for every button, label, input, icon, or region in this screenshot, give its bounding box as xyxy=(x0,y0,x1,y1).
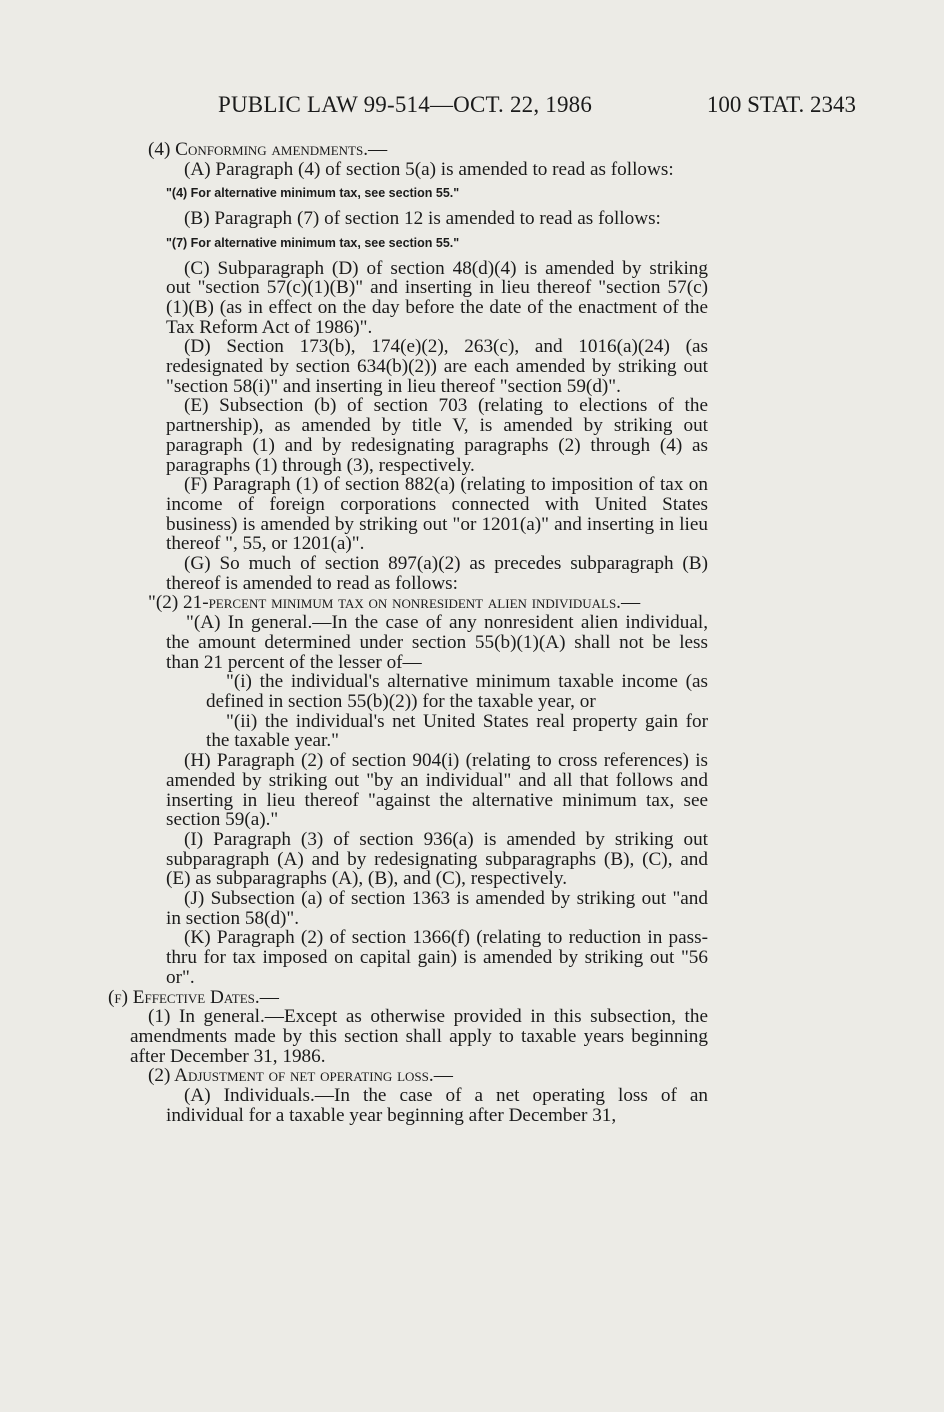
document-body xyxy=(108,140,708,1125)
subparagraph: (H) Paragraph (2) of section 904(i) (relating to cross references) is amended by striking out "by an individual" and all that follows and inserting in lieu thereof "against the alternative minimum tax, see section 59(a)." xyxy=(166,750,708,831)
clause: "(i) the individual's alternative minimum taxable income (as defined in section 55(b)(2)) for the taxable year, or xyxy=(206,671,708,712)
subparagraph: (C) Subparagraph (D) of section 48(d)(4) is amended by striking out "section 57(c)(1)(B)" and inserting in lieu thereof "section 57(c)(1)(B) (as in effect on the day before the date of the enactment of the Tax Reform Act of 1986)". xyxy=(166,257,708,338)
running-title: PUBLIC LAW 99-514—OCT. 22, 1986 xyxy=(218,92,593,117)
quoted-text: "(7) For alternative minimum tax, see section 55." xyxy=(166,235,460,250)
page-header xyxy=(108,92,856,122)
paragraph-heading: (4) Conforming amendments.— xyxy=(148,139,388,160)
quoted-heading: "(2) 21-percent minimum tax on nonresident alien individuals.— xyxy=(148,592,641,614)
quoted-subparagraph: "(A) In general.—In the case of any nonresident alien individual, the amount determined under section 55(b)(1)(A) shall not be less than 21 percent of the lesser of— xyxy=(166,612,708,673)
quoted-text: "(4) For alternative minimum tax, see section 55." xyxy=(166,186,460,201)
paragraph: (1) In general.—Except as otherwise provided in this subsection, the amendments made by this section shall apply to taxable years beginning after December 31, 1986. xyxy=(130,1006,708,1067)
subparagraph: (B) Paragraph (7) of section 12 is amended to read as follows: xyxy=(184,208,661,230)
stat-citation: 100 STAT. 2343 xyxy=(706,92,856,117)
subparagraph: (J) Subsection (a) of section 1363 is amended by striking out "and in section 58(d)". xyxy=(166,888,708,929)
subparagraph: (K) Paragraph (2) of section 1366(f) (relating to reduction in pass-thru for tax imposed on capital gain) is amended by striking out "56 or". xyxy=(166,927,708,988)
subparagraph: (I) Paragraph (3) of section 936(a) is amended by striking out subparagraph (A) and by redesignating subparagraphs (B), (C), and (E) as subparagraphs (A), (B), and (C), respectively. xyxy=(166,828,708,890)
subparagraph: (A) Individuals.—In the case of a net operating loss of an individual for a taxable year beginning after December 31, xyxy=(166,1085,708,1126)
subparagraph: (G) So much of section 897(a)(2) as precedes subparagraph (B) thereof is amended to read as follows: xyxy=(166,553,708,594)
subparagraph: (E) Subsection (b) of section 703 (relating to elections of the partnership), as amended by title V, is amended by striking out paragraph (1) and by redesignating paragraphs (2) through (4) as paragraphs (1) through (3), respectively. xyxy=(166,395,708,476)
subsection-heading: (f) Effective Dates.— xyxy=(108,986,279,1008)
clause: "(ii) the individual's net United States real property gain for the taxable year." xyxy=(206,710,708,752)
subparagraph: (D) Section 173(b), 174(e)(2), 263(c), and 1016(a)(24) (as redesignated by section 634(b)(2)) are each amended by striking out "section 58(i)" and inserting in lieu thereof "section 59(d)". xyxy=(166,336,708,397)
paragraph-heading: (2) Adjustment of net operating loss.— xyxy=(148,1065,453,1087)
subparagraph: (F) Paragraph (1) of section 882(a) (relating to imposition of tax on income of foreign corporations connected with United States business) is amended by striking out "or 1201(a)" and inserting in lieu thereof ", 55, or 1201(a)". xyxy=(166,474,708,555)
subparagraph: (A) Paragraph (4) of section 5(a) is amended to read as follows: xyxy=(184,158,674,180)
